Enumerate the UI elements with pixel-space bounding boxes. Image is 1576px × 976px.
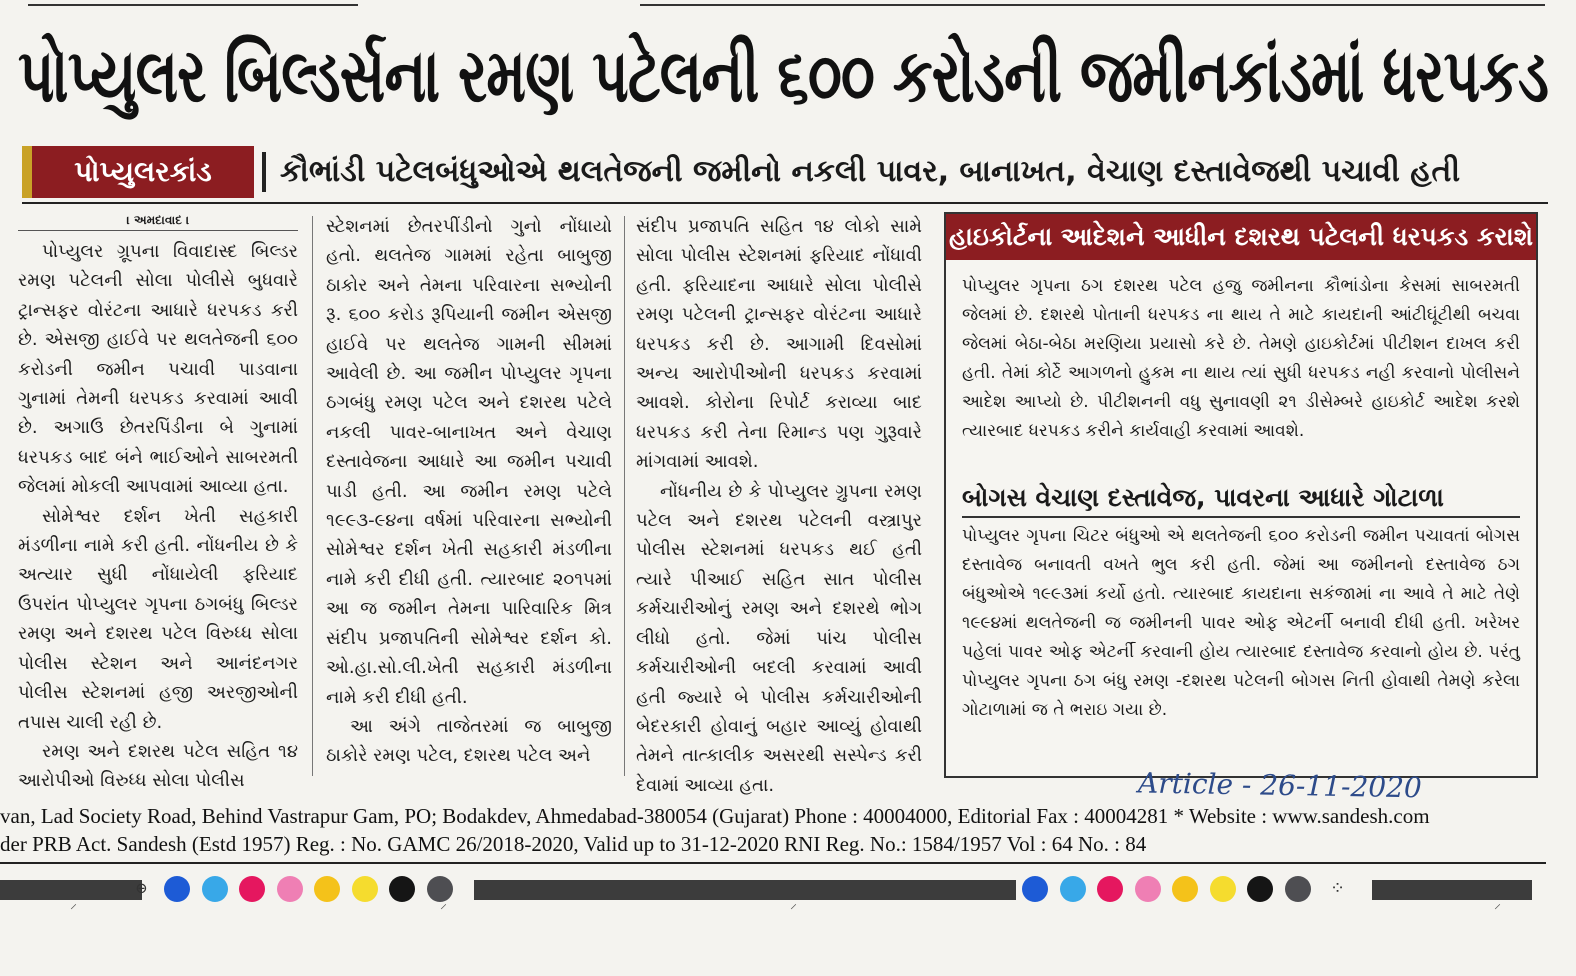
paragraph: પોપ્યુલર ગ્રૂપના વિવાદાસ્દ બિલ્ડર રમણ પટેલની સોલા પોલીસે બુધવારે ટ્રાન્સફર વોરંટના આધારે ધરપકડ કરી છે. એસજી હાઈવે પર થલતેજની ૬૦૦ કરોડની જમીન પચાવી પાડવાના ગુનામાં તેમની ધરપકડ કરવામાં આવી છે. અગાઉ છેતરપિંડીના બે ગુનામાં ધરપકડ બાદ બંને ભાઈઓને સાબરમતી જેલમાં મોકલી આપવામાં આવ્યા હતા.	[18, 241, 298, 498]
article-column-3	[636, 212, 922, 796]
box-heading: હાઇકોર્ટના આદેશને આધીન દશરથ પટેલની ધરપકડ કરાશે	[946, 214, 1536, 260]
crosshair-icon: ⁘	[1330, 878, 1346, 899]
registration-dot	[1097, 876, 1123, 902]
registration-bar	[474, 880, 1016, 900]
crosshair-icon: ⊕	[136, 878, 147, 899]
box-rule	[962, 516, 1520, 518]
article-column-1	[18, 212, 298, 792]
box-subheading: બોગસ વેચાણ દસ્તાવેજ, પાવરના આધારે ગોટાળા	[962, 483, 1444, 512]
crop-mark-icon: ⸍	[70, 902, 77, 918]
column-divider	[312, 216, 313, 776]
registration-dot	[1135, 876, 1161, 902]
subheadline: કૌભાંડી પટેલબંધુઓએ થલતેજની જમીનો નકલી પાવર, બાનાખત, વેચાણ દસ્તાવેજથી પચાવી હતી	[280, 154, 1461, 189]
paragraph: સંદીપ પ્રજાપતિ સહિત ૧૪ લોકો સામે સોલા પોલીસ સ્ટેશનમાં ફરિયાદ નોંધાવી હતી. ફરિયાદના આધારે સોલા પોલીસે રમણ પટેલની ટ્રાન્સફર વોરંટના આધારે ધરપકડ કરી છે. આગામી દિવસોમાં અન્ય આરોપીઓની ધરપકડ કરવામાં આવશે. કોરોના રિપોર્ટ કરાવ્યા બાદ ધરપકડ કરી તેના રિમાન્ડ પણ ગુરૂવારે માંગવામાં આવશે.	[636, 216, 922, 473]
registration-dot	[1060, 876, 1086, 902]
paragraph: સોમેશ્વર દર્શન ખેતી સહકારી મંડળીના નામે કરી હતી. નોંધનીય છે કે અત્યાર સુધી નોંધાયેલી ફરિયાદ ઉપરાંત પોપ્યુલર ગૃપના ઠગબંધુ બિલ્ડર રમણ અને દશરથ પટેલ વિરુધ્ધ સોલા પોલીસ સ્ટેશન અને આનંદનગર પોલીસ સ્ટેશનમાં હજી અરજીઓની તપાસ ચાલી રહી છે.	[18, 505, 298, 733]
registration-dot	[164, 876, 190, 902]
crop-mark-icon: ⸍	[440, 902, 447, 918]
registration-dot	[239, 876, 265, 902]
paragraph: રમણ અને દશરથ પટેલ સહિત ૧૪ આરોપીઓ વિરુધ્ધ સોલા પોલીસ	[18, 740, 298, 792]
registration-dot	[1172, 876, 1198, 902]
paragraph: સ્ટેશનમાં છેતરપીંડીનો ગુનો નોંધાયો હતો. થલતેજ ગામમાં રહેતા બાબુજી ઠાકોર અને તેમના પરિવારના સભ્યોની રૂ. ૬૦૦ કરોડ રૂપિયાની જમીન એસજી હાઈવે પર થલતેજ ગામની સીમમાં આવેલી છે. આ જમીન પોપ્યુલર ગૃપના ઠગબંધુ રમણ પટેલ અને દશરથ પટેલે નકલી પાવર-બાનાખત અને વેચાણ દસ્તાવેજના આધારે આ જમીન પચાવી પાડી હતી. આ જમીન રમણ પટેલે ૧૯૯૩-૯૪ના વર્ષમાં પરિવારના સભ્યોની સોમેશ્વર દર્શન ખેતી સહકારી મંડળીના નામે કરી દીધી હતી. ત્યારબાદ ૨૦૧૫માં આ જ જમીન તેમના પારિવારિક મિત્ર સંદીપ પ્રજાપતિની સોમેશ્વર દર્શન કો. ઓ.હા.સો.લી.ખેતી સહકારી મંડળીના નામે કરી દીધી હતી.	[326, 216, 612, 708]
sidebar-box	[944, 212, 1538, 778]
registration-dot	[352, 876, 378, 902]
registration-dot	[1022, 876, 1048, 902]
registration-dot	[389, 876, 415, 902]
registration-dot	[314, 876, 340, 902]
dateline: । અમદાવાદ ।	[18, 212, 298, 231]
kicker-tag: પોપ્યુલરકાંડ	[22, 146, 254, 198]
top-rule	[28, 4, 358, 6]
paragraph: આ અંગે તાજેતરમાં જ બાબુજી ઠાકોરે રમણ પટેલ, દશરથ પટેલ અને	[326, 715, 612, 767]
subhead-rule	[22, 202, 1548, 204]
imprint-line: der PRB Act. Sandesh (Estd 1957) Reg. : No. GAMC 26/2018-2020, Valid up to 31-12-2020 RNI Reg. No.: 1584/1957 Vol : 64 No. : 84	[0, 832, 1147, 856]
headline: પોપ્યુલર બિલ્ડર્સના રમણ પટેલની ૬૦૦ કરોડની જમીનકાંડમાં ધરપકડ	[18, 33, 1549, 119]
imprint-line: van, Lad Society Road, Behind Vastrapur Gam, PO; Bodakdev, Ahmedabad-380054 (Gujarat) Phone : 40004000, Editorial Fax : 40004281 * Website : www.sandesh.com	[0, 804, 1430, 828]
footer-rule	[0, 862, 1546, 864]
article-column-2	[326, 212, 612, 784]
registration-bar	[1372, 880, 1532, 900]
registration-bar	[0, 880, 142, 900]
registration-dot	[1247, 876, 1273, 902]
crop-mark-icon: ⸍	[790, 902, 797, 918]
kicker-row	[22, 146, 1548, 198]
top-rule	[640, 4, 1545, 6]
registration-dot	[427, 876, 453, 902]
paragraph: નોંધનીય છે કે પોપ્યુલર ગ્રુપના રમણ પટેલ અને દશરથ પટેલની વસ્ત્રાપુર પોલીસ સ્ટેશનમાં ધરપકડ થઈ હતી ત્યારે પીઆઈ સહિત સાત પોલીસ કર્મચારીઓનું રમણ અને દશરથે ભોગ લીધો હતો. જેમાં પાંચ પોલીસ કર્મચારીઓની બદલી કરવામાં આવી હતી જ્યારે બે પોલીસ કર્મચારીઓની બેદરકારી હોવાનું બહાર આવ્યું હોવાથી તેમને તાત્કાલીક અસરથી સસ્પેન્ડ કરી દેવામાં આવ્યા હતા.	[636, 480, 922, 796]
registration-dot	[202, 876, 228, 902]
box-paragraph: પોપ્યુલર ગૃપના ઠગ દશરથ પટેલ હજુ જમીનના કૌભાંડોના કેસમાં સાબરમતી જેલમાં છે. દશરથે પોતાની ધરપકડ ના થાય તે માટે કાયદાની આંટીઘૂંટીથી બચવા જેલમાં બેઠા-બેઠા મરણિયા પ્રયાસો કરે છે. તેમણે હાઇકોર્ટમાં પીટીશન દાખલ કરી હતી. તેમાં કોર્ટે આગળનો હુકમ ના થાય ત્યાં સુધી ધરપકડ નહી કરવાનો પોલીસને આદેશ આપ્યો છે. પીટીશનની વધુ સુનાવણી ૨૧ ડીસેમ્બરે હાઇકોર્ટ આદેશ કરશે ત્યારબાદ ધરપકડ કરીને કાર્યવાહી કરવામાં આવશે.	[962, 276, 1520, 441]
crop-mark-icon: ⸍	[1494, 902, 1501, 918]
registration-dot	[1285, 876, 1311, 902]
kicker-divider	[262, 152, 266, 192]
registration-dot	[277, 876, 303, 902]
handwritten-note: Article - 26-11-2020	[1137, 766, 1423, 805]
box-paragraph: પોપ્યુલર ગૃપના ચિટર બંધુઓ એ થલતેજની ૬૦૦ કરોડની જમીન પચાવતાં બોગસ દસ્તાવેજ બનાવતી વખતે ભુલ કરી હતી. જેમાં આ જમીનનો દસ્તાવેજ ઠગ બંધુઓએ ૧૯૯૩માં કર્યો હતો. ત્યારબાદ કાયદાના સકંજામાં ના આવે તે માટે તેણે ૧૯૯૪માં થલતેજની જ જમીનની પાવર ઓફ એટર્ની બનાવી દીધી હતી. ખરેખર પહેલાં પાવર ઓફ એટર્ની કરવાની હોય ત્યારબાદ દસ્તાવેજ કરવાનો હોય છે. પરંતુ પોપ્યુલર ગૃપના ઠગ બંધુ રમણ -દશરથ પટેલની બોગસ નિતી હોવાથી તેમણે કરેલા ગોટાળામાં જ તે ભરાઇ ગયા છે.	[962, 526, 1520, 720]
column-divider	[624, 216, 625, 776]
registration-dot	[1210, 876, 1236, 902]
